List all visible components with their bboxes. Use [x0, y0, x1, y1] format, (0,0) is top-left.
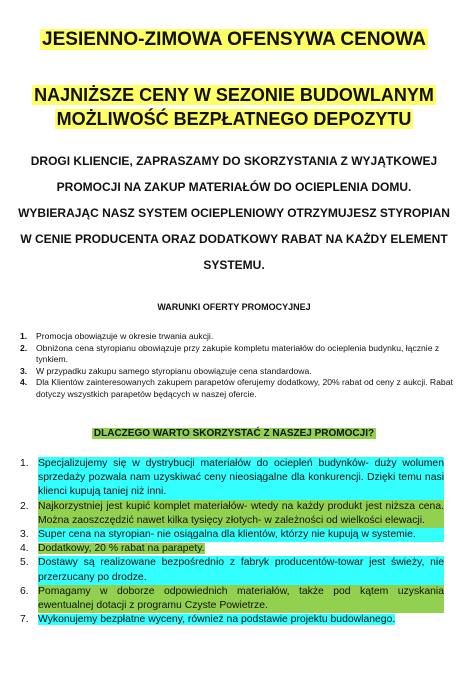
list-item-text [38, 613, 444, 627]
list-item-text [38, 542, 444, 556]
list-item [20, 556, 444, 584]
list-item-highlight: Dodatkowy, 20 % rabat na parapety. [38, 543, 205, 555]
subtitle-line-lowest-prices: NAJNIŻSZE CENY W SEZONIE BUDOWLANYM [34, 85, 434, 105]
list-item-text: Promocja obowiązuje w okresie trwania aukcji. [36, 331, 214, 341]
list-item [18, 343, 458, 366]
why-heading [0, 427, 468, 441]
list-item [20, 528, 444, 542]
campaign-title-text: JESIENNO-ZIMOWA OFENSYWA CENOWA [42, 29, 426, 50]
intro-line: DROGI KLIENCIE, ZAPRASZAMY DO SKORZYSTANIA Z WYJĄTKOWEJ [30, 154, 438, 168]
intro-line: WYBIERAJĄC NASZ SYSTEM OCIEPLENIOWY OTRZYMUJESZ STYROPIAN [18, 206, 450, 220]
list-item-number: 4. [20, 543, 29, 555]
list-item-number: 6. [20, 585, 29, 597]
list-item-number: 1. [20, 458, 29, 469]
list-item [20, 542, 444, 556]
list-item-text: Dla Klientów zainteresowanych zakupem parapetów oferujemy dodatkowy, 20% rabat od ceny z aukcji. Rabat dotyczy wszystkich parapetów będących w naszej ofercie. [36, 377, 453, 399]
list-item-text: Obniżona cena styropianu obowiązuje przy zakupie kompletu materiałów do ocieplenia budynku, łącznie z tynkiem. [36, 342, 440, 365]
list-item-number: 7. [20, 614, 29, 626]
list-item [20, 457, 444, 500]
list-item-text: W przypadku zakupu samego styropianu obowiązuje cena standardowa. [36, 365, 312, 376]
list-item [18, 331, 458, 343]
subtitle-block [0, 83, 468, 131]
list-item [20, 500, 444, 528]
list-item-highlight: Wykonujemy bezpłatne wyceny, również na podstawie projektu budowlanego. [38, 614, 396, 626]
list-item-number: 1. [20, 331, 28, 341]
intro-line: PROMOCJI NA ZAKUP MATERIAŁÓW DO OCIEPLENIA DOMU. [56, 180, 412, 194]
list-item-number: 3. [20, 365, 28, 376]
intro-line: W CENIE PRODUCENTA ORAZ DODATKOWY RABAT NA KAŻDY ELEMENT [20, 232, 448, 246]
list-item [20, 613, 444, 627]
list-item-number: 2. [20, 500, 29, 512]
intro-line: SYSTEMU. [203, 258, 265, 272]
why-heading-text: DLACZEGO WARTO SKORZYSTAĆ Z NASZEJ PROMOCJI? [93, 428, 375, 439]
list-item-text: Pomagamy w doborze odpowiednich materiałów, także pod kątem uzyskania ewentualnej dotacji z programu Czyste Powietrze. [38, 585, 444, 613]
list-item-text: Najkorzystniej jest kupić komplet materiałów- wtedy na każdy produkt jest niższa cena. Można zaoszczędzić nawet kilka tysięcy złotych- w zależności od wielkości elewacji. [38, 500, 444, 528]
list-item [18, 366, 458, 378]
list-item [18, 377, 458, 400]
list-item-number: 5. [20, 557, 29, 569]
list-item-text: Dostawy są realizowane bezpośrednio z fabryk producentów-towar jest świeży, nie przerzucany po drodze. [38, 556, 444, 584]
conditions-heading: WARUNKI OFERTY PROMOCYJNEJ [157, 302, 311, 312]
benefits-list [20, 457, 444, 627]
list-item-text: Super cena na styropian- nie osiągalna dla klientów, którzy nie kupują w systemie. [38, 528, 444, 542]
list-item-number: 3. [20, 529, 29, 541]
subtitle-line-free-deposit: MOŻLIWOŚĆ BEZPŁATNEGO DEPOZYTU [56, 109, 412, 129]
list-item-text: Specjalizujemy się w dystrybucji materiałów do ociepleń budynków- duży wolumen sprzedaży pozwala nam uzyskiwać ceny nieosiągalne dla konkurencji. Dzięki temu nasi klienci kupują taniej niż inni. [38, 457, 444, 500]
campaign-title [0, 28, 468, 52]
list-item-number: 2. [20, 342, 28, 353]
list-item [20, 585, 444, 613]
list-item-number: 4. [20, 377, 28, 388]
conditions-list [18, 331, 458, 401]
intro-paragraph [12, 148, 456, 278]
